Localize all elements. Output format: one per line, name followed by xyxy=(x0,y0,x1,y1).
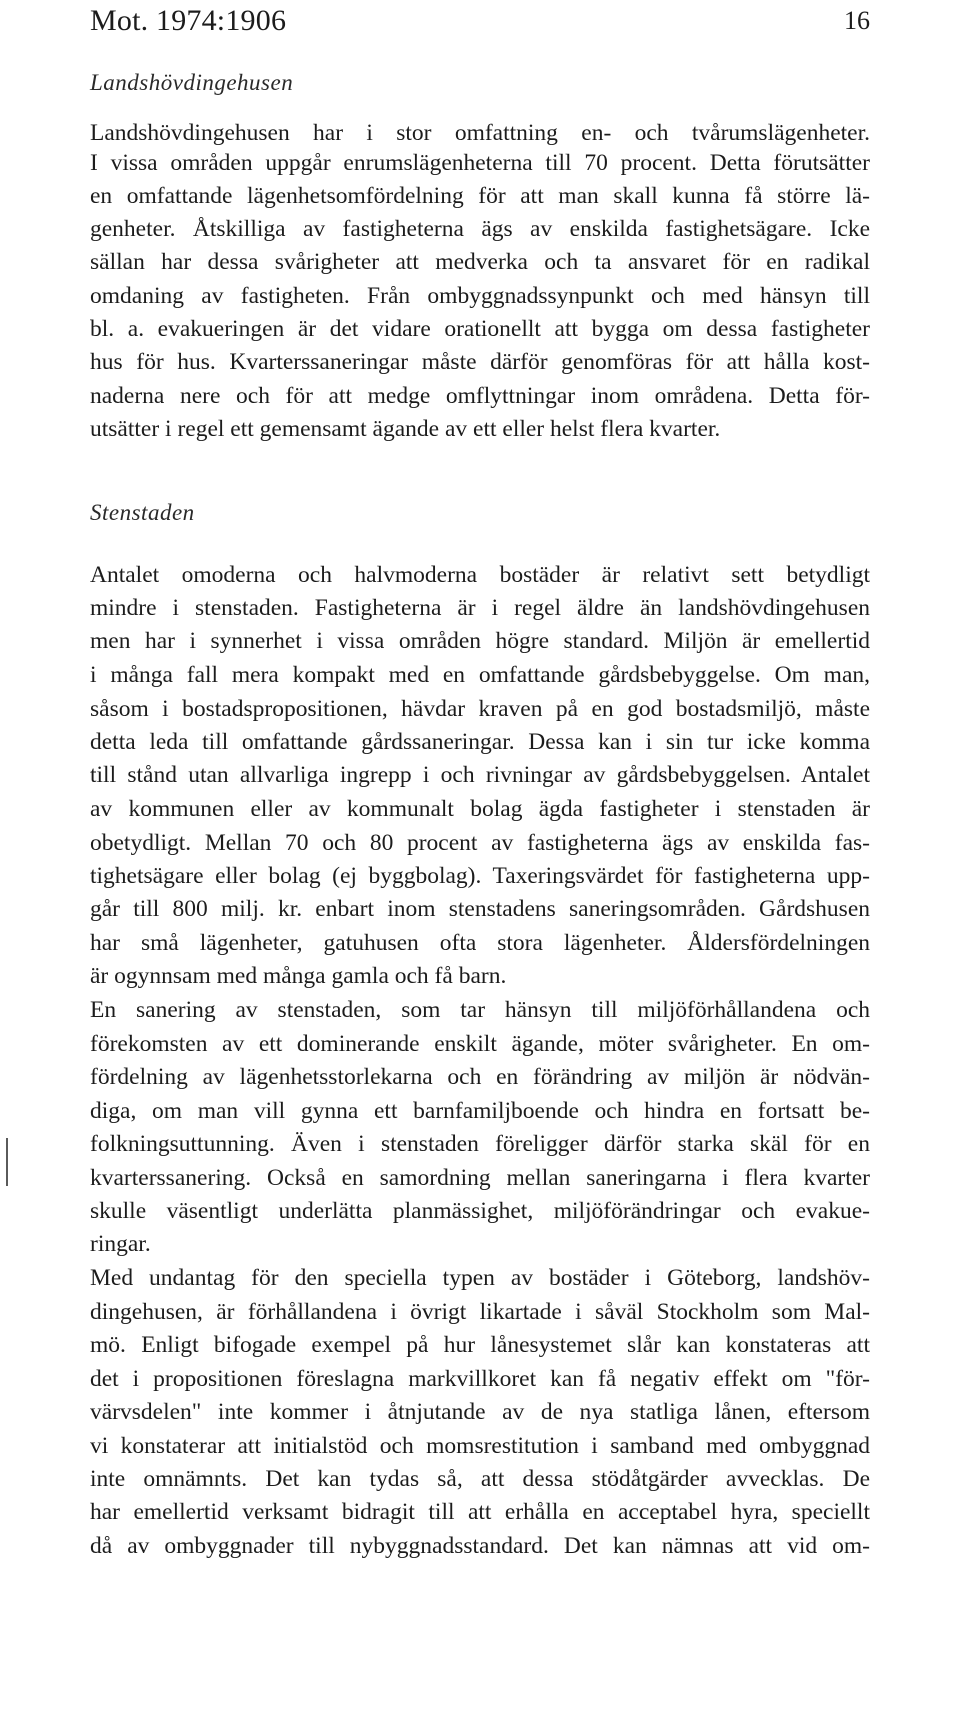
text-line: Antalet omoderna och halvmoderna bostäder är relativt sett betydligt xyxy=(90,562,870,588)
text-line: utsätter i regel ett gemensamt ägande av ett eller helst flera kvarter. xyxy=(90,416,721,442)
text-line: genheter. Åtskilliga av fastigheterna ägs av enskilda fastighetsägare. Icke xyxy=(90,216,870,242)
text-line: diga, om man vill gynna ett barnfamiljboende och hindra en fortsatt be- xyxy=(90,1098,870,1124)
text-line: obetydligt. Mellan 70 och 80 procent av fastigheterna ägs av enskilda fas- xyxy=(90,830,870,856)
text-line: kvarterssanering. Också en samordning mellan saneringarna i flera kvarter xyxy=(90,1165,870,1191)
text-line: har små lägenheter, gatuhusen ofta stora lägenheter. Åldersfördelningen xyxy=(90,930,870,956)
text-line: vi konstaterar att initialstöd och momsrestitution i samband med ombyggnad xyxy=(90,1433,870,1459)
text-line: mindre i stenstaden. Fastigheterna är i regel äldre än landshövdingehusen xyxy=(90,595,870,621)
page-number: 16 xyxy=(844,6,870,35)
text-line: omdaning av fastigheten. Från ombyggnadssynpunkt och med hänsyn till xyxy=(90,283,870,309)
text-line: av kommunen eller av kommunalt bolag ägda fastigheter i stenstaden är xyxy=(90,796,870,822)
text-line: i många fall mera kompakt med en omfattande gårdsbebyggelse. Om man, xyxy=(90,662,870,688)
text-line: men har i synnerhet i vissa områden högre standard. Miljön är emellertid xyxy=(90,628,870,654)
text-line: då av ombyggnader till nybyggnadsstandard. Det kan nämnas att vid om- xyxy=(90,1533,870,1559)
text-line: dingehusen, är förhållandena i övrigt likartade i såväl Stockholm som Mal- xyxy=(90,1299,870,1325)
text-line: tighetsägare eller bolag (ej byggbolag). Taxeringsvärdet för fastigheterna upp- xyxy=(90,863,870,889)
text-line: skulle väsentligt underlätta planmässighet, miljöförändringar och evakue- xyxy=(90,1198,870,1224)
text-line: går till 800 milj. kr. enbart inom stenstadens saneringsområden. Gårdshusen xyxy=(90,896,870,922)
text-line: folkningsuttunning. Även i stenstaden föreligger därför starka skäl för en xyxy=(90,1131,870,1157)
text-line: I vissa områden uppgår enrumslägenheterna till 70 procent. Detta förutsätter xyxy=(90,150,870,176)
text-line: ringar. xyxy=(90,1231,151,1257)
text-line: sällan har dessa svårigheter att medverka och ta ansvaret för en radikal xyxy=(90,249,870,275)
section-heading-landshovdingehusen: Landshövdingehusen xyxy=(90,70,294,95)
text-line: hus för hus. Kvarterssaneringar måste därför genomföras för att hålla kost- xyxy=(90,349,870,375)
text-line: det i propositionen föreslagna markvillkoret kan få negativ effekt om "för- xyxy=(90,1366,870,1392)
text-line: mö. Enligt bifogade exempel på hur lånesystemet slår kan konstateras att xyxy=(90,1332,870,1358)
text-line: förekomsten av ett dominerande enskilt ägande, möter svårigheter. En om- xyxy=(90,1031,870,1057)
text-line: En sanering av stenstaden, som tar hänsyn till miljöförhållandena och xyxy=(90,997,870,1023)
text-line: Med undantag för den speciella typen av bostäder i Göteborg, landshöv- xyxy=(90,1265,870,1291)
text-line: detta leda till omfattande gårdssaneringar. Dessa kan i sin tur icke komma xyxy=(90,729,870,755)
text-line: Landshövdingehusen har i stor omfattning en- och tvårumslägenheter. xyxy=(90,120,870,146)
page-header xyxy=(90,4,870,44)
text-line: inte omnämnts. Det kan tydas så, att dessa stödåtgärder avvecklas. De xyxy=(90,1466,870,1492)
text-line: en omfattande lägenhetsomfördelning för att man skall kunna få större lä- xyxy=(90,183,870,209)
margin-mark xyxy=(6,1138,8,1186)
document-reference: Mot. 1974:1906 xyxy=(90,4,287,37)
text-line: har emellertid verksamt bidragit till att erhålla en acceptabel hyra, speciellt xyxy=(90,1499,870,1525)
text-line: bl. a. evakueringen är det vidare orationellt att bygga om dessa fastigheter xyxy=(90,316,870,342)
text-line: såsom i bostadspropositionen, hävdar kraven på en god bostadsmiljö, måste xyxy=(90,696,870,722)
text-line: värvsdelen" inte kommer i åtnjutande av de nya statliga lånen, eftersom xyxy=(90,1399,870,1425)
section-heading-stenstaden: Stenstaden xyxy=(90,500,195,525)
text-line: till stånd utan allvarliga ingrepp i och rivningar av gårdsbebyggelsen. Antalet xyxy=(90,762,870,788)
text-line: fördelning av lägenhetsstorlekarna och en förändring av miljön är nödvän- xyxy=(90,1064,870,1090)
text-line: naderna nere och för att medge omflyttningar inom områdena. Detta för- xyxy=(90,383,870,409)
text-line: är ogynnsam med många gamla och få barn. xyxy=(90,963,507,989)
